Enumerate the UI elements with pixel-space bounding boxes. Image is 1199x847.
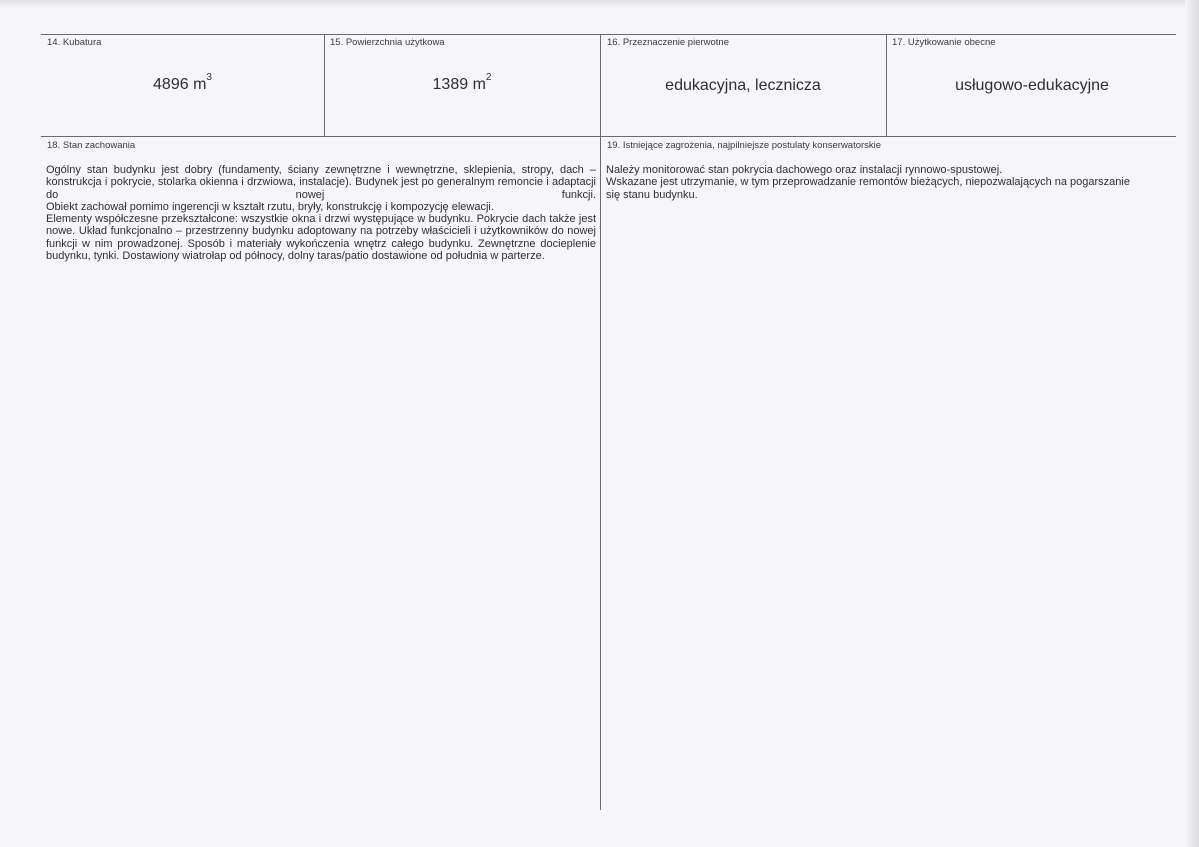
grid-line-v2 (600, 34, 601, 810)
field-value-powierzchnia (324, 72, 600, 94)
stan-zachowania-paragraph: Elementy współczesne przekształcone: wszystkie okna i drzwi występujące w budynku. Pokrycie dach także jest nowe. Układ funkcjonalno – przestrzenny budynku adoptowany na potrzeby właścicieli i użytkowników do nowej funkcji w nim prowadzonej. Sposób i materiały wykończenia wnętrz całego budynku. Zewnętrzne docieplenie budynku, tynki. Dostawiony wiatrołap od północy, dolny taras/patio dostawione od południa w parterze. (46, 213, 596, 263)
kubatura-number: 4896 m (153, 76, 207, 93)
field-value-uzytkowanie: usługowo-edukacyjne (955, 77, 1109, 94)
field-value-kubatura (41, 72, 324, 94)
field-value-przeznaczenie: edukacyjna, lecznicza (665, 77, 821, 94)
stan-zachowania-paragraph: Ogólny stan budynku jest dobry (fundamenty, ściany zewnętrzne i wewnętrzne, sklepienia, stropy, dach – konstrukcja i pokrycie, stolarka okienna i drzwiowa, instalacje). Budynek jest po generalnym remoncie i adaptacji do nowej funkcji. (46, 164, 596, 201)
field-label-uzytkowanie: 17. Użytkowanie obecne (892, 37, 996, 48)
powierzchnia-unit-exponent: 2 (485, 72, 492, 83)
field-label-kubatura: 14. Kubatura (47, 37, 102, 48)
paper-top-edge (0, 0, 1199, 8)
field-label-przeznaczenie: 16. Przeznaczenie pierwotne (607, 37, 729, 48)
stan-zachowania-text (46, 164, 596, 262)
field-label-powierzchnia: 15. Powierzchnia użytkowa (330, 37, 445, 48)
paper-right-edge (1185, 0, 1199, 847)
grid-line-top (41, 34, 1176, 35)
kubatura-unit-exponent: 3 (206, 72, 212, 83)
grid-line-middle (41, 136, 1176, 137)
field-label-zagrozenia: 19. Istniejące zagrożenia, najpilniejsze postulaty konserwatorskie (607, 140, 882, 151)
zagrozenia-paragraph: Wskazane jest utrzymanie, w tym przeprowadzanie remontów bieżących, niepozwalających na pogarszanie się stanu budynku. (606, 176, 1130, 201)
zagrozenia-paragraph: Należy monitorować stan pokrycia dachowego oraz instalacji rynnowo-spustowej. (606, 164, 1003, 176)
powierzchnia-number: 1389 m (432, 76, 486, 93)
field-label-stan-zachowania: 18. Stan zachowania (47, 140, 136, 151)
zagrozenia-text (606, 164, 1146, 201)
stan-zachowania-paragraph: Obiekt zachował pomimo ingerencji w kształt rzutu, bryły, konstrukcję i kompozycję elewacji. (46, 200, 494, 213)
